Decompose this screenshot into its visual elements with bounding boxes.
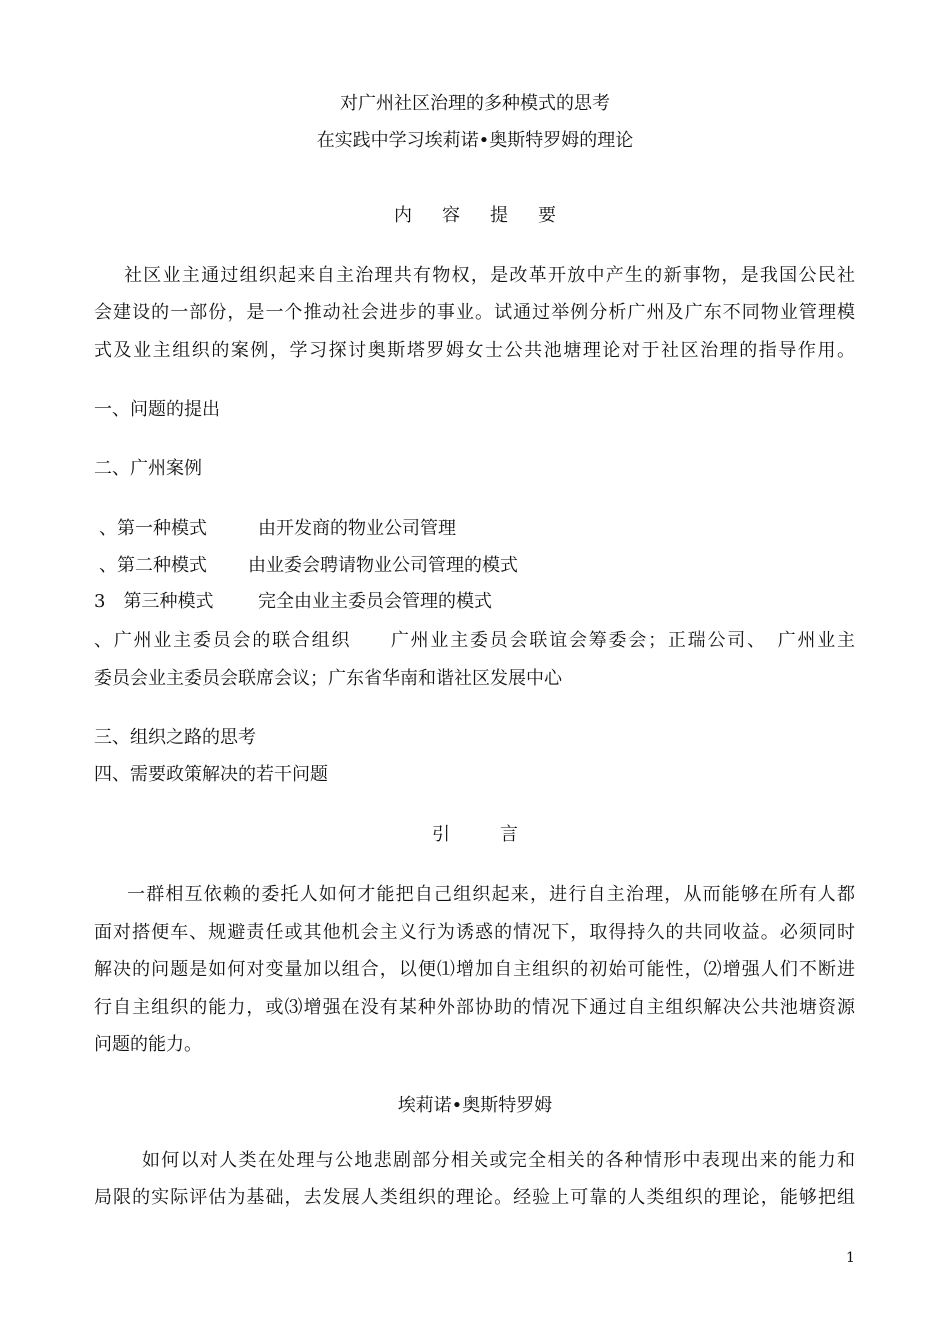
page-number: 1 [846,1250,855,1266]
outline-item-3-prefix: 3 第三种模式 [94,591,214,612]
intro-line: 一群相互依赖的委托人如何才能把自己组织起来，进行自主治理，从而能够在所有人都 [127,884,855,905]
quote-attribution: 埃莉诺•奥斯特罗姆 [397,1095,553,1116]
intro-line: 解决的问题是如何对变量加以组合，以便⑴增加自主组织的初始可能性，⑵增强人们不断进 [94,959,855,980]
outline-item-3-text: 完全由业主委员会管理的模式 [258,591,492,612]
outline-section-4: 四、需要政策解决的若干问题 [94,764,328,785]
outline-section-3: 三、组织之路的思考 [94,727,256,748]
outline-item-4-line: 、广州业主委员会的联合组织 广州业主委员会联谊会筹委会；正瑞公司、 广州业主 [94,630,855,651]
abstract-heading: 内容提要 [394,205,586,226]
intro-line: 问题的能力。 [94,1034,202,1055]
abstract-line: 会建设的一部份，是一个推动社会进步的事业。试通过举例分析广州及广东不同物业管理模 [94,302,855,323]
document-title: 对广州社区治理的多种模式的思考 [340,93,610,114]
document-subtitle: 在实践中学习埃莉诺•奥斯特罗姆的理论 [316,130,634,151]
outline-item-2-text: 由业委会聘请物业公司管理的模式 [248,555,518,576]
abstract-line: 式及业主组织的案例，学习探讨奥斯塔罗姆女士公共池塘理论对于社区治理的指导作用。 [94,340,855,361]
outline-item-2-prefix: 、第二种模式 [99,555,207,576]
body-line: 如何以对人类在处理与公地悲剧部分相关或完全相关的各种情形中表现出来的能力和 [142,1150,855,1171]
body-line: 局限的实际评估为基础，去发展人类组织的理论。经验上可靠的人类组织的理论，能够把组 [94,1187,855,1208]
intro-heading: 引言 [432,824,568,845]
outline-item-1-prefix: 、第一种模式 [99,518,207,539]
abstract-heading-wrap [0,204,950,228]
intro-heading-wrap [0,823,950,847]
intro-line: 行自主组织的能力，或⑶增强在没有某种外部协助的情况下通过自主组织解决公共池塘资源 [94,997,855,1018]
outline-section-2: 二、广州案例 [94,458,202,479]
outline-item-1-text: 由开发商的物业公司管理 [258,518,456,539]
outline-item-4-line: 委员会业主委员会联席会议；广东省华南和谐社区发展中心 [94,668,562,689]
outline-section-1: 一、问题的提出 [94,399,220,420]
intro-line: 面对搭便车、规避责任或其他机会主义行为诱惑的情况下，取得持久的共同收益。必须同时 [94,922,855,943]
abstract-line: 社区业主通过组织起来自主治理共有物权，是改革开放中产生的新事物，是我国公民社 [124,265,855,286]
